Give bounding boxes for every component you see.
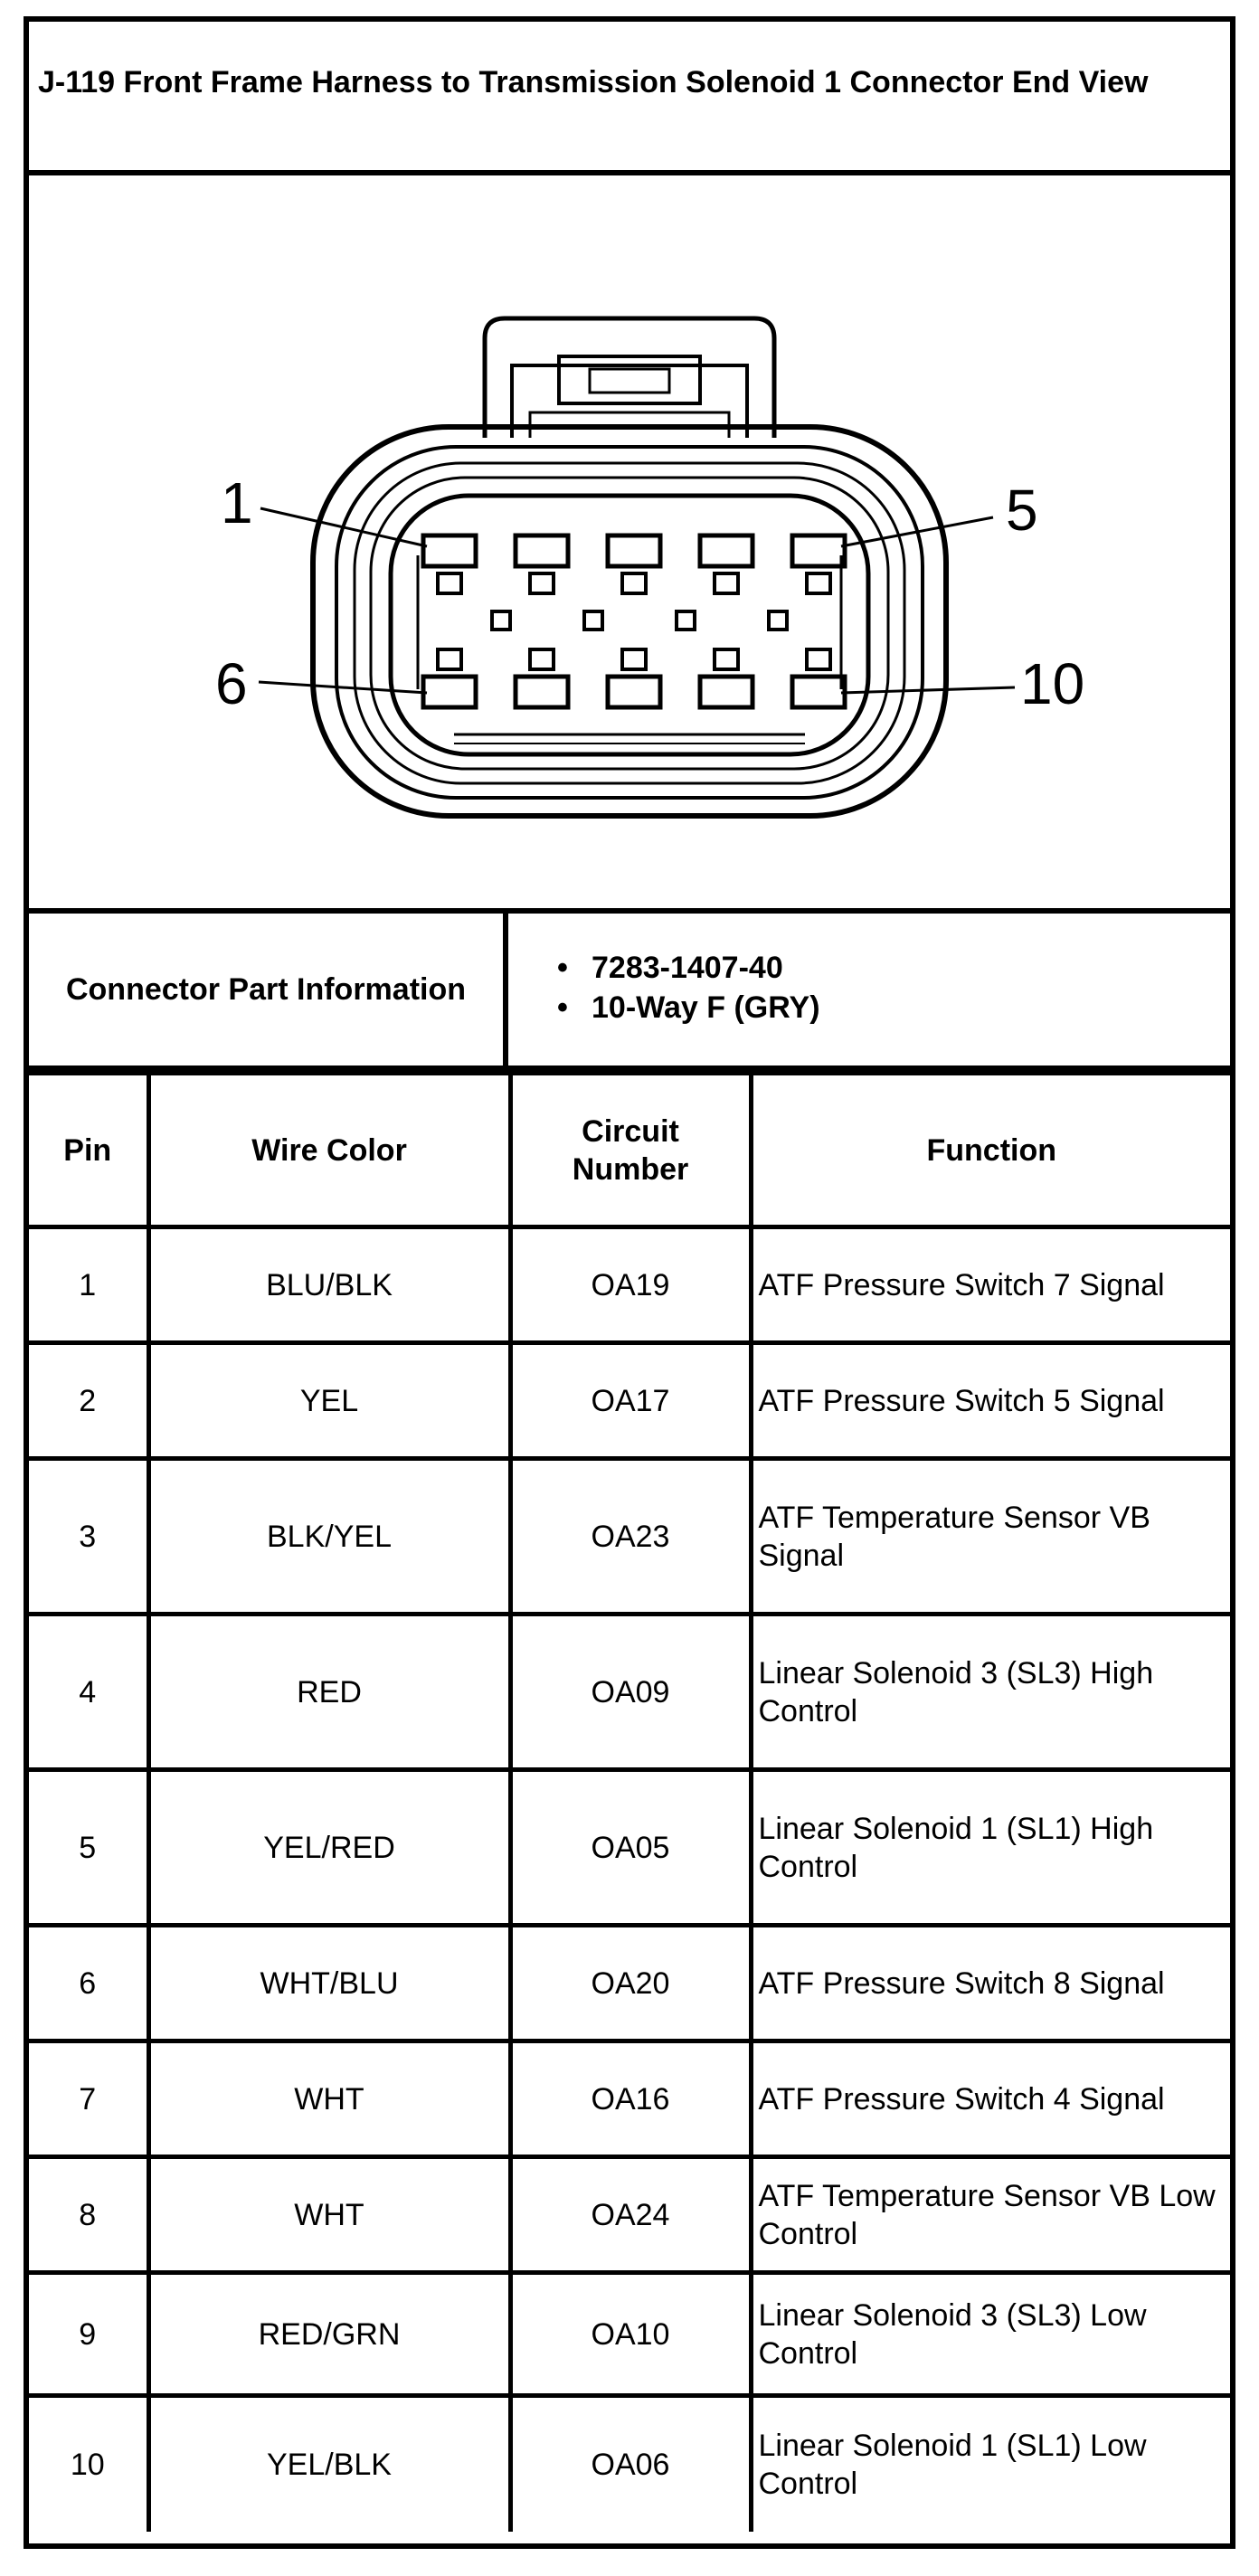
pin-cell: 6 bbox=[29, 1926, 148, 2041]
cavity-4 bbox=[700, 535, 753, 566]
connector-part-list bbox=[508, 914, 1230, 1065]
connector-type: • 10-Way F (GRY) bbox=[592, 988, 1230, 1028]
wire-color-cell: BLU/BLK bbox=[148, 1227, 510, 1343]
table-row bbox=[29, 1770, 1230, 1926]
pin-cell: 8 bbox=[29, 2157, 148, 2273]
table-row bbox=[29, 1615, 1230, 1770]
wire-color-cell: RED bbox=[148, 1615, 510, 1770]
function-cell: Linear Solenoid 1 (SL1) High Control bbox=[751, 1770, 1230, 1926]
wire-color-cell: WHT bbox=[148, 2041, 510, 2157]
wire-color-cell: YEL/BLK bbox=[148, 2396, 510, 2532]
shell-ring-2 bbox=[336, 447, 923, 798]
table-row bbox=[29, 1459, 1230, 1615]
page-title: J-119 Front Frame Harness to Transmission Solenoid 1 Connector End View bbox=[29, 22, 1230, 175]
function-cell: Linear Solenoid 1 (SL1) Low Control bbox=[751, 2396, 1230, 2532]
pin-cell: 4 bbox=[29, 1615, 148, 1770]
table-row bbox=[29, 2157, 1230, 2273]
header-circuit-line2: Number bbox=[572, 1151, 689, 1187]
table-row bbox=[29, 2041, 1230, 2157]
circuit-cell: OA09 bbox=[510, 1615, 751, 1770]
table-row bbox=[29, 2273, 1230, 2396]
leader-1 bbox=[260, 508, 427, 546]
table-row bbox=[29, 1227, 1230, 1343]
wire-color-cell: WHT/BLU bbox=[148, 1926, 510, 2041]
wire-color-cell: YEL bbox=[148, 1343, 510, 1459]
function-cell: ATF Pressure Switch 5 Signal bbox=[751, 1343, 1230, 1459]
header-wire-color: Wire Color bbox=[148, 1074, 510, 1227]
circuit-cell: OA19 bbox=[510, 1227, 751, 1343]
circuit-cell: OA17 bbox=[510, 1343, 751, 1459]
outer-shell bbox=[313, 427, 946, 816]
header-pin: Pin bbox=[29, 1074, 148, 1227]
latch-tab-inner bbox=[590, 369, 669, 393]
table-row bbox=[29, 1343, 1230, 1459]
pin-cell: 2 bbox=[29, 1343, 148, 1459]
callout-1: 1 bbox=[221, 470, 253, 535]
wire-color-cell: RED/GRN bbox=[148, 2273, 510, 2396]
circuit-cell: OA23 bbox=[510, 1459, 751, 1615]
table-header-row bbox=[29, 1074, 1230, 1227]
function-cell: ATF Pressure Switch 7 Signal bbox=[751, 1227, 1230, 1343]
callout-10: 10 bbox=[1020, 651, 1085, 716]
cavity-9 bbox=[700, 677, 753, 707]
cavity-3 bbox=[608, 535, 660, 566]
wire-color-cell: BLK/YEL bbox=[148, 1459, 510, 1615]
shell-ring-4 bbox=[371, 478, 888, 769]
cavity-5 bbox=[792, 535, 845, 566]
cavity-6 bbox=[423, 677, 476, 707]
table-row bbox=[29, 2396, 1230, 2532]
pin-cell: 10 bbox=[29, 2396, 148, 2532]
pinout-table bbox=[29, 1071, 1230, 2532]
wire-color-cell: WHT bbox=[148, 2157, 510, 2273]
function-cell: Linear Solenoid 3 (SL3) High Control bbox=[751, 1615, 1230, 1770]
pin-cell: 9 bbox=[29, 2273, 148, 2396]
circuit-cell: OA05 bbox=[510, 1770, 751, 1926]
cavity-1 bbox=[423, 535, 476, 566]
connector-end-view-diagram bbox=[29, 175, 1230, 914]
table-row bbox=[29, 1926, 1230, 2041]
pin-cell: 3 bbox=[29, 1459, 148, 1615]
connector-part-info-row bbox=[29, 914, 1230, 1071]
header-circuit-number bbox=[510, 1074, 751, 1227]
circuit-cell: OA06 bbox=[510, 2396, 751, 2532]
cavity-7 bbox=[516, 677, 568, 707]
header-circuit-line1: Circuit bbox=[582, 1113, 679, 1149]
callout-6: 6 bbox=[215, 651, 248, 716]
pin-cell: 5 bbox=[29, 1770, 148, 1926]
leader-5 bbox=[841, 517, 993, 546]
circuit-cell: OA24 bbox=[510, 2157, 751, 2273]
leader-6 bbox=[259, 682, 427, 693]
part-number: • 7283-1407-40 bbox=[592, 948, 1230, 988]
header-function: Function bbox=[751, 1074, 1230, 1227]
pin-cell: 1 bbox=[29, 1227, 148, 1343]
wire-color-cell: YEL/RED bbox=[148, 1770, 510, 1926]
function-cell: Linear Solenoid 3 (SL3) Low Control bbox=[751, 2273, 1230, 2396]
function-cell: ATF Temperature Sensor VB Signal bbox=[751, 1459, 1230, 1615]
connector-sheet bbox=[24, 16, 1235, 2549]
circuit-cell: OA16 bbox=[510, 2041, 751, 2157]
connector-part-info-label: Connector Part Information bbox=[29, 914, 508, 1065]
cavity-10 bbox=[792, 677, 845, 707]
cavity-2 bbox=[516, 535, 568, 566]
function-cell: ATF Temperature Sensor VB Low Control bbox=[751, 2157, 1230, 2273]
latch-housing bbox=[485, 318, 774, 438]
connector-drawing bbox=[29, 175, 1230, 908]
pin-cell: 7 bbox=[29, 2041, 148, 2157]
function-cell: ATF Pressure Switch 4 Signal bbox=[751, 2041, 1230, 2157]
latch-tab bbox=[559, 356, 700, 403]
circuit-cell: OA10 bbox=[510, 2273, 751, 2396]
cavity-8 bbox=[608, 677, 660, 707]
callout-5: 5 bbox=[1006, 478, 1038, 543]
circuit-cell: OA20 bbox=[510, 1926, 751, 2041]
function-cell: ATF Pressure Switch 8 Signal bbox=[751, 1926, 1230, 2041]
